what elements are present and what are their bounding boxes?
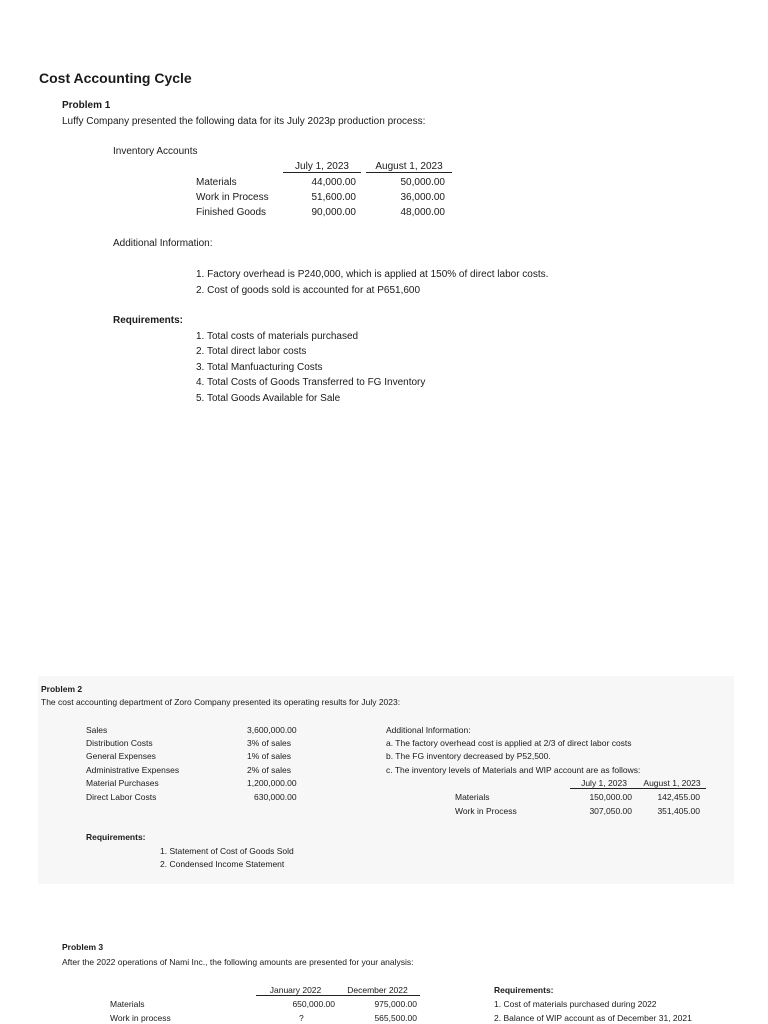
problem1-additional-item: 2. Cost of goods sold is accounted for at P651,600 (196, 285, 421, 296)
problem1-requirement: 2. Total direct labor costs (196, 346, 307, 357)
problem1-requirement: 5. Total Goods Available for Sale (196, 393, 341, 404)
problem1-row-value: 44,000.00 (311, 177, 356, 188)
problem1-requirements-label: Requirements: (113, 315, 184, 326)
problem1-requirement: 1. Total costs of materials purchased (196, 331, 359, 342)
problem2-inv-value: 351,405.00 (657, 806, 700, 816)
problem2-result-label: Administrative Expenses (86, 765, 180, 775)
problem2-inv-label: Work in Process (455, 806, 517, 816)
problem1-row-value: 50,000.00 (400, 177, 445, 188)
problem1-row-label: Work in Process (196, 192, 269, 203)
problem3-requirement: 1. Cost of materials purchased during 2022 (494, 999, 657, 1009)
problem2-additional-item: a. The factory overhead cost is applied at 2/3 of direct labor costs (386, 738, 632, 748)
problem1-row-value: 90,000.00 (311, 207, 356, 218)
problem3-col-dec: December 2022 (335, 985, 420, 996)
problem2-inv-value: 150,000.00 (589, 792, 632, 802)
problem1-col-july: July 1, 2023 (283, 161, 361, 173)
problem1-additional-item: 1. Factory overhead is P240,000, which is applied at 150% of direct labor costs. (196, 269, 549, 280)
problem2-result-value: 3% of sales (247, 738, 291, 748)
problem2-inv-value: 307,050.00 (589, 806, 632, 816)
document-title: Cost Accounting Cycle (39, 70, 192, 86)
problem1-row-label: Finished Goods (196, 207, 267, 218)
problem3-row-value: 650,000.00 (292, 999, 335, 1009)
problem1-additional-label: Additional Information: (113, 238, 213, 249)
problem2-inv-value: 142,455.00 (657, 792, 700, 802)
problem3-row-value: 975,000.00 (374, 999, 417, 1009)
problem2-col-august: August 1, 2023 (638, 778, 706, 789)
problem2-result-label: Material Purchases (86, 778, 159, 788)
problem1-col-august: August 1, 2023 (366, 161, 452, 173)
problem3-row-label: Materials (110, 999, 145, 1009)
problem2-result-label: Sales (86, 725, 108, 735)
problem1-row-label: Materials (196, 177, 237, 188)
problem3-row-value: 565,500.00 (374, 1013, 417, 1023)
problem1-row-value: 48,000.00 (400, 207, 445, 218)
problem2-additional-item: b. The FG inventory decreased by P52,500. (386, 751, 551, 761)
problem1-row-value: 51,600.00 (311, 192, 356, 203)
problem3-row-value: ? (299, 1013, 304, 1023)
problem1-row-value: 36,000.00 (400, 192, 445, 203)
problem2-result-label: Direct Labor Costs (86, 792, 157, 802)
problem2-result-value: 1% of sales (247, 751, 291, 761)
problem1-heading: Problem 1 (62, 100, 111, 111)
problem1-intro: Luffy Company presented the following data for its July 2023p production process: (62, 116, 426, 127)
problem2-result-value: 3,600,000.00 (247, 725, 297, 735)
problem2-result-value: 630,000.00 (254, 792, 297, 802)
problem2-result-value: 2% of sales (247, 765, 291, 775)
problem2-result-label: Distribution Costs (86, 738, 153, 748)
problem2-col-july: July 1, 2023 (570, 778, 638, 789)
problem1-requirement: 3. Total Manfuacturing Costs (196, 362, 323, 373)
problem2-requirements-label: Requirements: (86, 832, 146, 842)
problem1-requirement: 4. Total Costs of Goods Transferred to FG Inventory (196, 377, 426, 388)
problem2-requirement: 2. Condensed Income Statement (160, 859, 285, 869)
problem2-intro: The cost accounting department of Zoro Company presented its operating results for July 2023: (41, 697, 401, 707)
problem3-col-jan: January 2022 (256, 985, 335, 996)
problem3-intro: After the 2022 operations of Nami Inc., the following amounts are presented for your analysis: (62, 957, 414, 967)
problem2-requirement: 1. Statement of Cost of Goods Sold (160, 846, 294, 856)
problem3-requirements-label: Requirements: (494, 985, 554, 995)
problem3-requirement: 2. Balance of WIP account as of December 31, 2021 (494, 1013, 692, 1023)
problem2-result-value: 1,200,000.00 (247, 778, 297, 788)
problem3-heading: Problem 3 (62, 942, 104, 952)
problem2-result-label: General Expenses (86, 751, 156, 761)
problem1-inventory-label: Inventory Accounts (113, 146, 198, 157)
problem2-inv-label: Materials (455, 792, 490, 802)
problem2-heading: Problem 2 (41, 684, 83, 694)
problem2-additional-label: Additional Information: (386, 725, 471, 735)
problem2-additional-item: c. The inventory levels of Materials and WIP account are as follows: (386, 765, 641, 775)
problem3-row-label: Work in process (110, 1013, 171, 1023)
